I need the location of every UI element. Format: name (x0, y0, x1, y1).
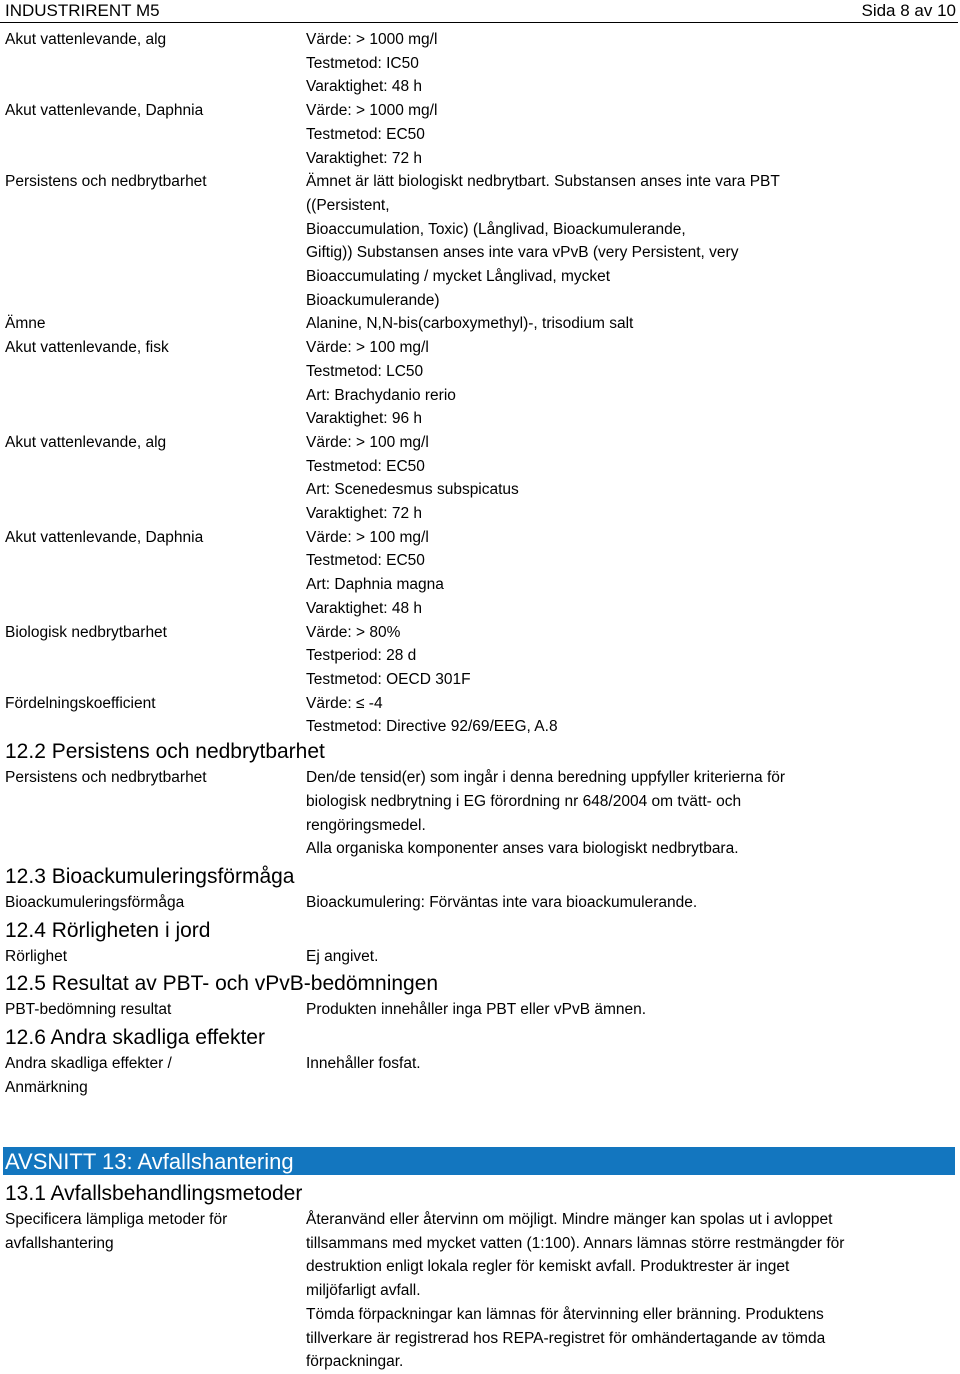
ecotox-row (0, 170, 960, 312)
value-line: Värde: > 100 mg/l (306, 433, 429, 451)
section-13-body (0, 1180, 960, 1374)
value-line: Varaktighet: 72 h (306, 505, 423, 523)
value-line: Giftig)) Substansen anses inte vara vPvB (very Persistent, very (306, 244, 739, 262)
value-line: Varaktighet: 72 h (306, 149, 423, 167)
value-line: Bioaccumulating / mycket Långlivad, mycket (306, 268, 611, 286)
value-line: Testmetod: EC50 (306, 457, 425, 475)
value-line: förpackningar. (306, 1353, 404, 1371)
value-line: Värde: > 80% (306, 623, 401, 641)
ecotox-row (0, 431, 960, 526)
row-value: Bioackumulering: Förväntas inte vara bioackumulerande. (306, 893, 698, 911)
section-12-2-heading: 12.2 Persistens och nedbrytbarhet (5, 740, 325, 764)
row-value (306, 1208, 956, 1374)
row-pbt (0, 998, 960, 1022)
value-line: ((Persistent, (306, 196, 390, 214)
section-13-1-heading: 13.1 Avfallsbehandlingsmetoder (5, 1182, 303, 1205)
value-line: Testmetod: Directive 92/69/EEG, A.8 (306, 718, 558, 736)
section-12-5-heading: 12.5 Resultat av PBT- och vPvB-bedömningen (5, 972, 439, 996)
row-value (306, 312, 956, 336)
ecotox-row (0, 312, 960, 336)
value-line: Testperiod: 28 d (306, 647, 417, 665)
value-line: Alanine, N,N-bis(carboxymethyl)-, trisodium salt (306, 315, 634, 333)
value-line: rengöringsmedel. (306, 816, 426, 834)
row-value (306, 526, 956, 621)
header-divider (0, 22, 958, 23)
ecotox-row (0, 526, 960, 621)
row-andra-effekter (0, 1052, 960, 1100)
value-line: tillsammans med mycket vatten (1:100). Annars lämnas större restmängder för (306, 1234, 845, 1252)
row-label: Rörlighet (5, 947, 68, 965)
value-line: Återanvänd eller återvinn om möjligt. Mindre mänger kan spolas ut i avloppet (306, 1211, 833, 1228)
section-12-6-heading: 12.6 Andra skadliga effekter (5, 1026, 265, 1050)
document-body (0, 28, 960, 1100)
value-line: Värde: > 100 mg/l (306, 339, 429, 357)
section-12-3-heading: 12.3 Bioackumuleringsförmåga (5, 864, 295, 888)
row-value (306, 692, 956, 739)
row-label: Akut vattenlevande, fisk (5, 339, 169, 357)
value-line: Bioaccumulation, Toxic) (Långlivad, Bioackumulerande, (306, 220, 686, 238)
value-line: Testmetod: EC50 (306, 552, 425, 570)
row-value (306, 431, 956, 526)
value-line: Varaktighet: 48 h (306, 599, 423, 617)
value-line: Den/de tensid(er) som ingår i denna beredning uppfyller kriterierna för (306, 769, 786, 787)
row-label: Fördelningskoefficient (5, 694, 156, 712)
value-line: Varaktighet: 96 h (306, 410, 423, 428)
row-label: Persistens och nedbrytbarhet (5, 173, 207, 191)
value-line: Art: Daphnia magna (306, 576, 444, 594)
value-line: Värde: > 100 mg/l (306, 528, 429, 546)
ecotox-row (0, 99, 960, 170)
value-line: Testmetod: EC50 (306, 125, 425, 143)
ecotox-row (0, 692, 960, 739)
row-value (306, 336, 956, 431)
document-title: INDUSTRIRENT M5 (5, 1, 160, 20)
row-value (306, 170, 956, 312)
row-label: Andra skadliga effekter / Anmärkning (5, 1055, 172, 1096)
value-line: Värde: > 1000 mg/l (306, 31, 438, 48)
value-line: Tömda förpackningar kan lämnas för återvinning eller bränning. Produktens (306, 1305, 824, 1323)
value-line: Värde: ≤ -4 (306, 694, 383, 712)
value-line: Art: Scenedesmus subspicatus (306, 481, 519, 499)
value-line: biologisk nedbrytning i EG förordning nr 648/2004 om tvätt- och (306, 792, 742, 810)
page-number: Sida 8 av 10 (861, 1, 956, 20)
ecotox-row (0, 621, 960, 692)
row-value: Innehåller fosfat. (306, 1055, 421, 1073)
value-line: Testmetod: LC50 (306, 362, 424, 380)
section-13-banner: AVSNITT 13: Avfallshantering (3, 1147, 955, 1175)
row-label: Biologisk nedbrytbarhet (5, 623, 167, 641)
row-value (306, 621, 956, 692)
row-rorlighet (0, 945, 960, 969)
row-persistens-122 (0, 766, 960, 861)
value-line: Bioackumulerande) (306, 291, 440, 309)
row-label: Akut vattenlevande, alg (5, 433, 167, 451)
ecotox-table (0, 28, 960, 739)
row-label: Akut vattenlevande, Daphnia (5, 528, 204, 546)
value-line: Varaktighet: 48 h (306, 78, 423, 96)
value-line: Testmetod: IC50 (306, 54, 419, 72)
value-line: Värde: > 1000 mg/l (306, 102, 438, 120)
row-bioackumulering (0, 891, 960, 915)
row-label: Bioackumuleringsförmåga (5, 893, 185, 911)
row-label: Akut vattenlevande, alg (5, 31, 167, 48)
row-value (306, 28, 956, 99)
row-label: Ämne (5, 315, 46, 333)
row-value (306, 766, 956, 861)
row-value: Ej angivet. (306, 947, 379, 965)
ecotox-row (0, 28, 960, 99)
row-value: Produkten innehåller inga PBT eller vPvB ämnen. (306, 1001, 647, 1019)
row-avfall (0, 1208, 960, 1374)
ecotox-row (0, 336, 960, 431)
row-value (306, 99, 956, 170)
value-line: destruktion enligt lokala regler för kemiskt avfall. Produktrester är inget (306, 1258, 790, 1276)
value-line: Ämnet är lätt biologiskt nedbrytbart. Substansen anses inte vara PBT (306, 173, 780, 191)
row-label: PBT-bedömning resultat (5, 1001, 172, 1019)
value-line: Alla organiska komponenter anses vara biologiskt nedbrytbara. (306, 840, 739, 858)
value-line: Testmetod: OECD 301F (306, 670, 471, 688)
row-label: Akut vattenlevande, Daphnia (5, 102, 204, 120)
value-line: Art: Brachydanio rerio (306, 386, 456, 404)
section-12-4-heading: 12.4 Rörligheten i jord (5, 918, 211, 942)
row-label: Persistens och nedbrytbarhet (5, 769, 207, 787)
value-line: tillverkare är registrerad hos REPA-registret för omhändertagande av tömda (306, 1329, 826, 1347)
row-label: Specificera lämpliga metoder för avfallshantering (5, 1211, 228, 1252)
value-line: miljöfarligt avfall. (306, 1282, 421, 1300)
